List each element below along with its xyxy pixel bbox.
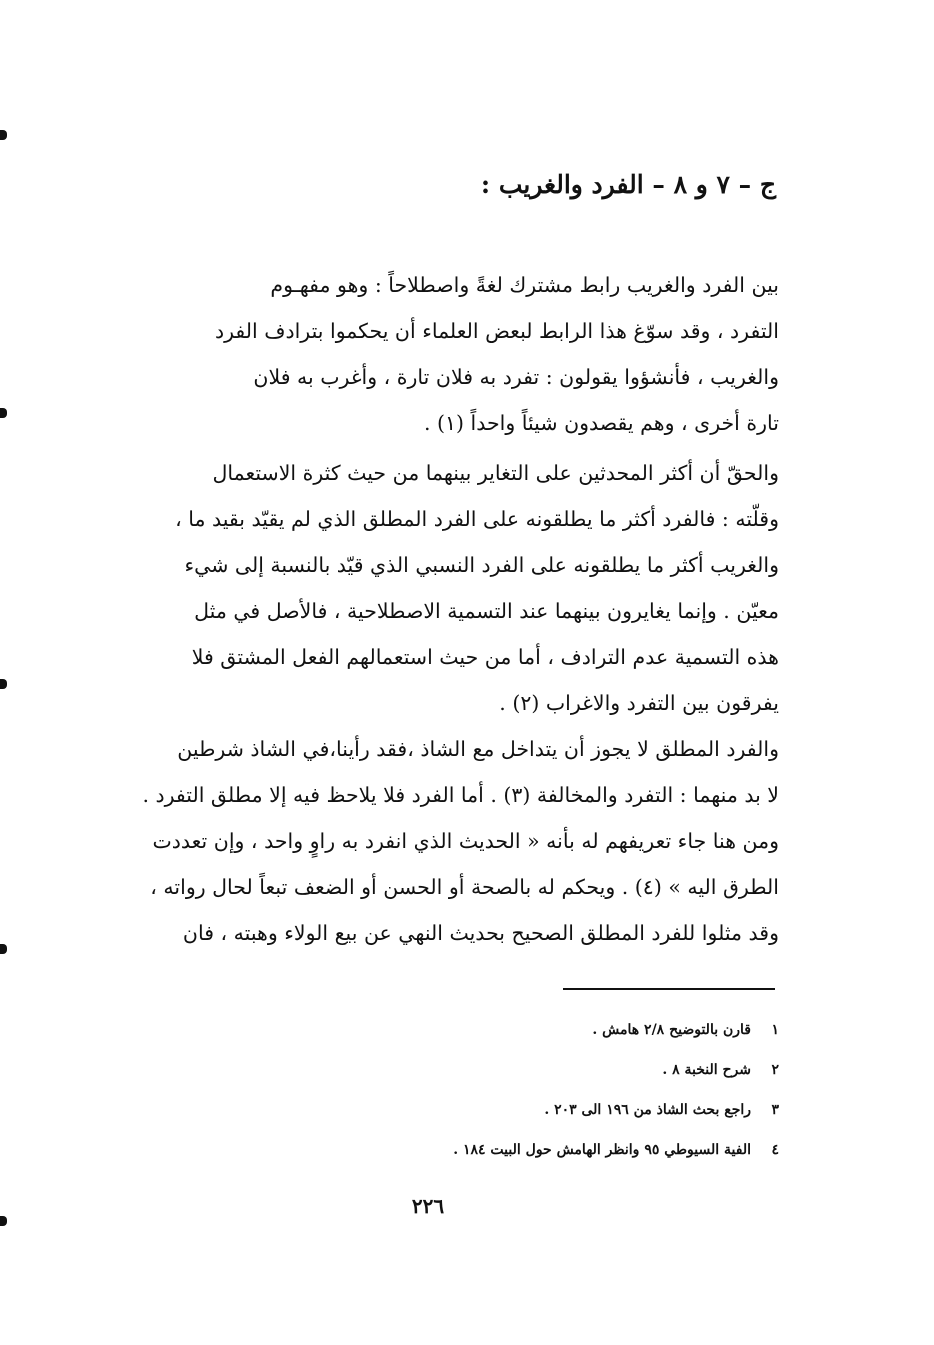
margin-mark: [0, 944, 7, 954]
paragraph: والحقّ أن أكثر المحدثين على التغاير بينهما من حيث كثرة الاستعمال وقلّته : فالفرد أكثر ما يطلقونه على الفرد المطلق الذي لم يقيّد بقيد ما ، والغريب أكثر ما يطلقونه على الفرد النسبي الذي قيّد بالنسبة إلى شيء معيّن . وإنما يغايرون بينهما عند التسمية الاصطلاحية ، فالأصل في مثل هذه التسمية عدم الترادف ، أما من حيث استعمالهم الفعل المشتق فلا يفرقون بين التفرد والاغراب (٢) .: [175, 461, 779, 715]
footnote-text: راجع بحث الشاذ من ١٩٦ الى ٢٠٣ .: [544, 1102, 751, 1118]
margin-mark: [0, 130, 7, 140]
paragraph: بين الفرد والغريب رابط مشترك لغةً واصطلاحاً : وهو مفهـوم التفرد ، وقد سوّغ هذا الرابط لبعض العلماء أن يحكموا بترادف الفرد والغريب ، فأنشؤوا يقولون : تفرد به فلان تارة ، وأغرب به فلان تارة أخرى ، وهم يقصدون شيئاً واحداً (١) .: [214, 273, 779, 435]
margin-mark: [0, 679, 7, 689]
footnote-item: [179, 1142, 779, 1182]
footnote-text: شرح النخبة ٨ .: [662, 1062, 751, 1078]
footnote-item: [179, 1022, 779, 1062]
footnote-number: ٢: [771, 1062, 779, 1078]
footnote-number: ١: [771, 1022, 779, 1038]
footnote-number: ٣: [771, 1102, 779, 1118]
footnote-text: الفية السيوطي ٩٥ وانظر الهامش حول البيت ١٨٤ .: [453, 1142, 751, 1158]
paragraph: والفرد المطلق لا يجوز أن يتداخل مع الشاذ ،فقد رأينا،في الشاذ شرطين لا بد منهما : التفرد والمخالفة (٣) . أما الفرد فلا يلاحظ فيه إلا مطلق التفرد . ومن هنا جاء تعريفهم له بأنه « الحديث الذي انفرد به راوٍ واحد ، وإن تعددت الطرق اليه » (٤) . ويحكم له بالصحة أو الحسن أو الضعف تبعاً لحال رواته ، وقد مثلوا للفرد المطلق الصحيح بحديث النهي عن بيع الولاء وهبته ، فان: [142, 737, 779, 945]
footnote-divider: [563, 988, 775, 990]
footnote-text: قارن بالتوضيح ٢/٨ هامش .: [592, 1022, 751, 1038]
page-number: ٢٢٦: [411, 1194, 445, 1218]
section-heading: ج – ٧ و ٨ – الفرد والغريب :: [480, 170, 776, 199]
margin-mark: [0, 408, 7, 418]
footnote-number: ٤: [771, 1142, 779, 1158]
footnote-item: [179, 1062, 779, 1102]
footnotes-list: [179, 1022, 779, 1182]
footnote-item: [179, 1102, 779, 1142]
